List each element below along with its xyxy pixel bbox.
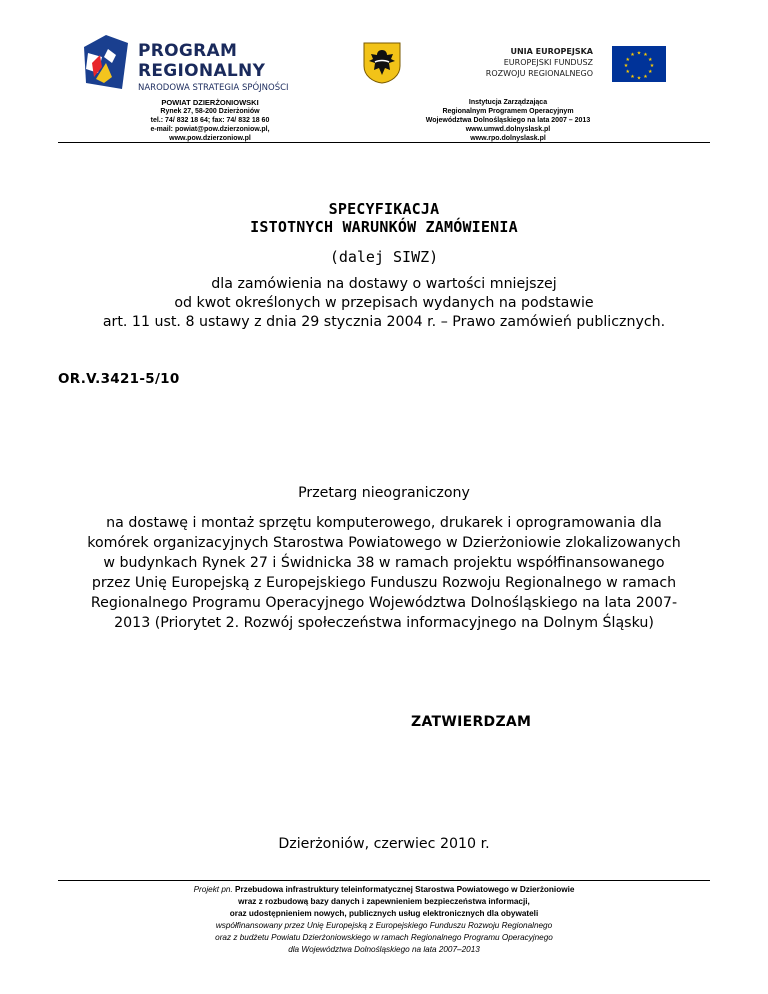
program-logo-word2: REGIONALNY: [138, 61, 266, 81]
program-regionalny-logo: [82, 33, 292, 95]
svg-text:★: ★: [630, 52, 635, 59]
place-and-date: Dzierżoniów, czerwiec 2010 r.: [278, 836, 490, 852]
footer-funding-line1: współfinansowany przez Unię Europejską z Europejskiego Funduszu Rozwoju Regionalnego: [215, 921, 553, 930]
title-line1: SPECYFIKACJA: [328, 200, 440, 218]
description-line: przez Unię Europejską z Europejskiego Funduszu Rozwoju Regionalnego w ramach: [91, 575, 677, 591]
footer-project-title-line3: oraz udostępnieniem nowych, publicznych usług elektronicznych dla obywateli: [229, 909, 539, 918]
intro-paragraph: [0, 275, 768, 332]
approval-label: ZATWIERDZAM: [411, 714, 532, 730]
managing-authority-block: [388, 98, 628, 143]
program-logo-word1: PROGRAM: [138, 41, 238, 61]
description-paragraph: [0, 513, 768, 633]
reference-number: OR.V.3421-5/10: [58, 371, 180, 387]
intro-line: od kwot określonych w przepisach wydanych na podstawie: [174, 295, 594, 311]
authority-website2: www.rpo.dolnyslask.pl: [470, 135, 546, 142]
footer-project-title-line1: Przebudowa infrastruktury teleinformatycznej Starostwa Powiatowego w Dzierżoniowie: [235, 885, 575, 894]
authority-line2: Regionalnym Programem Operacyjnym: [442, 108, 574, 115]
svg-text:★: ★: [623, 63, 629, 69]
document-subtitle: (dalej SIWZ): [329, 248, 439, 266]
powiat-phone: tel.: 74/ 832 18 64; fax: 74/ 832 18 60: [150, 117, 270, 124]
svg-text:★: ★: [643, 52, 648, 59]
powiat-contact-block: [130, 98, 290, 143]
svg-text:★: ★: [643, 73, 648, 80]
footer-funding-line2: oraz z budżetu Powiatu Dzierżoniowskiego w ramach Regionalnego Programu Operacyjnego: [215, 933, 553, 942]
procedure-type: Przetarg nieograniczony: [298, 485, 470, 501]
svg-text:★: ★: [625, 56, 631, 63]
eu-flag-icon: [612, 46, 666, 82]
authority-website1: www.umwd.dolnyslask.pl: [465, 126, 551, 133]
svg-text:★: ★: [647, 56, 653, 63]
eu-logo-line2: EUROPEJSKI FUNDUSZ: [503, 58, 593, 67]
powiat-email: e-mail: powiat@pow.dzierzoniow.pl,: [150, 126, 270, 133]
description-line: 2013 (Priorytet 2. Rozwój społeczeństwa informacyjnego na Dolnym Śląsku): [114, 615, 654, 631]
program-regionalny-star-icon: [82, 33, 130, 91]
lower-silesia-coat-of-arms-icon: [363, 42, 401, 84]
eu-logo: [480, 46, 666, 82]
description-line: na dostawę i montaż sprzętu komputerowego, drukarek i oprogramowania dla: [106, 515, 662, 531]
title-line2: ISTOTNYCH WARUNKÓW ZAMÓWIENIA: [250, 218, 518, 236]
svg-text:★: ★: [647, 69, 653, 76]
powiat-address: Rynek 27, 58-200 Dzierżoniów: [160, 108, 260, 115]
svg-text:★: ★: [636, 75, 642, 82]
svg-text:★: ★: [630, 73, 635, 80]
footer-funding-line3: dla Województwa Dolnośląskiego na lata 2007–2013: [288, 945, 480, 954]
document-title: [0, 200, 768, 236]
svg-text:★: ★: [649, 63, 655, 69]
svg-text:★: ★: [625, 69, 631, 76]
authority-title: Instytucja Zarządzająca: [468, 99, 548, 106]
powiat-website: www.pow.dzierzoniow.pl: [169, 135, 251, 142]
eu-logo-line1: UNIA EUROPEJSKA: [510, 47, 593, 56]
description-line: komórek organizacyjnych Starostwa Powiatowego w Dzierżoniowie zlokalizowanych: [87, 535, 681, 551]
powiat-name: POWIAT DZIERŻONIOWSKI: [161, 98, 259, 107]
footer-project-title-line2: wraz z rozbudową bazy danych i zapewnieniem bezpieczeństwa informacji,: [238, 897, 530, 906]
eu-logo-line3: ROZWOJU REGIONALNEGO: [485, 69, 593, 78]
footer-divider: [58, 880, 710, 881]
intro-line: art. 11 ust. 8 ustawy z dnia 29 stycznia 2004 r. – Prawo zamówień publicznych.: [102, 314, 666, 330]
svg-text:★: ★: [636, 50, 642, 57]
description-line: Regionalnego Programu Operacyjnego Województwa Dolnośląskiego na lata 2007-: [90, 595, 678, 611]
program-logo-subtitle: NARODOWA STRATEGIA SPÓJNOŚCI: [138, 83, 289, 93]
authority-line3: Województwa Dolnośląskiego na lata 2007 – 2013: [425, 117, 591, 124]
description-line: w budynkach Rynek 27 i Świdnicka 38 w ramach projektu współfinansowanego: [103, 555, 665, 571]
intro-line: dla zamówienia na dostawy o wartości mniejszej: [211, 276, 557, 292]
footer-project-note: [120, 884, 648, 956]
eu-logo-text: [486, 46, 593, 79]
footer-prefix: Projekt pn.: [193, 885, 233, 894]
header-divider: [58, 142, 710, 143]
